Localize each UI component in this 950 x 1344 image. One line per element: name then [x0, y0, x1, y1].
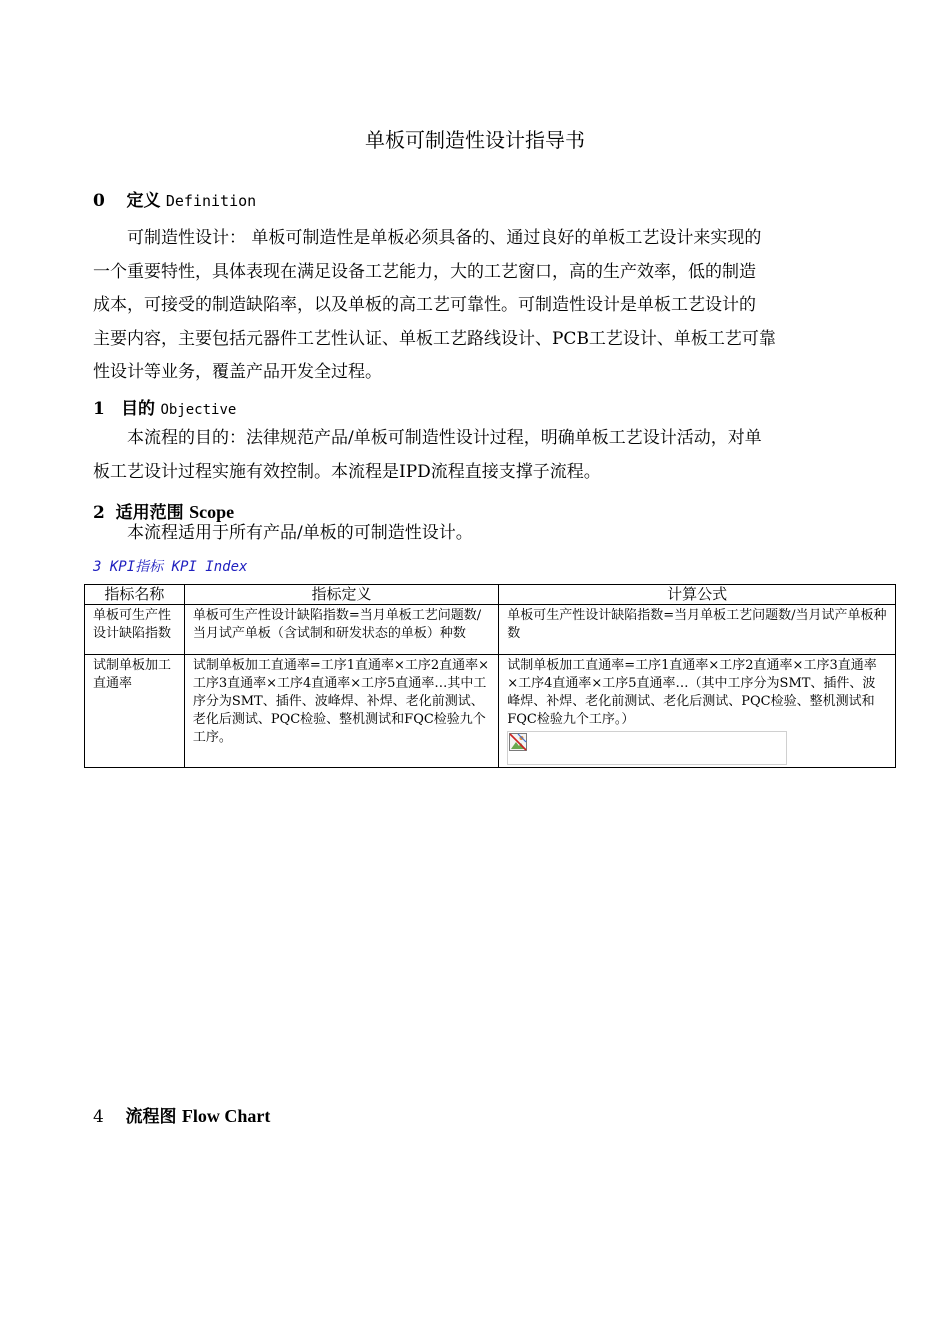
table-row	[85, 605, 896, 655]
section-flowchart-heading	[93, 1102, 270, 1127]
paragraph-line: 主要内容，主要包括元器件工艺性认证、单板工艺路线设计、PCB工艺设计、单板工艺可靠	[93, 328, 776, 349]
section-number: 1	[93, 399, 105, 419]
paragraph-line: 本流程的目的：法律规范产品/单板可制造性设计过程，明确单板工艺设计活动，对单	[127, 428, 762, 448]
column-header: 指标名称	[85, 585, 185, 605]
section-title-cn: 流程图	[125, 1107, 177, 1127]
paragraph-line: 板工艺设计过程实施有效控制。本流程是IPD流程直接支撑子流程。	[93, 461, 601, 482]
section-objective-heading	[93, 394, 236, 419]
kpi-definition-cell: 试制单板加工直通率=工序1直通率×工序2直通率×工序3直通率×工序4直通率×工序5直通率…其中工序分为SMT、插件、波峰焊、补焊、老化前测试、老化后测试、PQC检验、整机测试和FQC检验九个工序。	[184, 655, 498, 768]
section-title-en: Scope	[189, 502, 235, 522]
paragraph-line: 本流程适用于所有产品/单板的可制造性设计。	[127, 523, 473, 543]
section-title-cn: 适用范围	[115, 503, 184, 523]
scope-paragraph	[93, 517, 863, 551]
section-number: 2	[93, 503, 105, 523]
kpi-formula-text: 试制单板加工直通率=工序1直通率×工序2直通率×工序3直通率×工序4直通率×工序5直通率…（其中工序分为SMT、插件、波峰焊、补焊、老化前测试、老化后测试、PQC检验、整机测试和FQC检验九个工序。）	[507, 658, 877, 727]
kpi-formula-cell	[499, 655, 896, 768]
paragraph-line: 可制造性设计： 单板可制造性是单板必须具备的、通过良好的单板工艺设计来实现的	[127, 228, 762, 248]
kpi-formula-cell: 单板可生产性设计缺陷指数=当月单板工艺问题数/当月试产单板种数	[499, 605, 896, 655]
page-title: 单板可制造性设计指导书	[365, 128, 585, 152]
paragraph-line: 性设计等业务，覆盖产品开发全过程。	[93, 362, 382, 382]
column-header: 计算公式	[499, 585, 896, 605]
kpi-name-cell: 单板可生产性设计缺陷指数	[85, 605, 185, 655]
table-row	[85, 655, 896, 768]
section-definition-heading	[93, 186, 256, 211]
section-number: 0	[93, 191, 105, 211]
section-title-en: Objective	[160, 402, 237, 418]
section-title-cn: 定义	[126, 191, 161, 211]
column-header: 指标定义	[184, 585, 498, 605]
table-header-row	[85, 585, 896, 605]
definition-paragraph	[93, 222, 863, 390]
embedded-image	[507, 731, 787, 765]
objective-paragraph	[93, 422, 863, 489]
kpi-name-cell: 试制单板加工直通率	[85, 655, 185, 768]
section-kpi-heading: 3 KPI指标 KPI Index	[93, 559, 248, 575]
paragraph-line: 成本，可接受的制造缺陷率，以及单板的高工艺可靠性。可制造性设计是单板工艺设计的	[93, 295, 756, 315]
kpi-definition-cell: 单板可生产性设计缺陷指数=当月单板工艺问题数/当月试产单板（含试制和研发状态的单板）种数	[184, 605, 498, 655]
section-title-en: Definition	[165, 192, 257, 210]
section-title-cn: 目的	[121, 399, 156, 419]
section-title-en: Flow Chart	[181, 1106, 271, 1126]
broken-image-icon	[509, 733, 527, 751]
section-number: 4	[93, 1107, 104, 1127]
kpi-table	[84, 584, 896, 768]
paragraph-line: 一个重要特性，具体表现在满足设备工艺能力，大的工艺窗口，高的生产效率，低的制造	[93, 261, 756, 282]
